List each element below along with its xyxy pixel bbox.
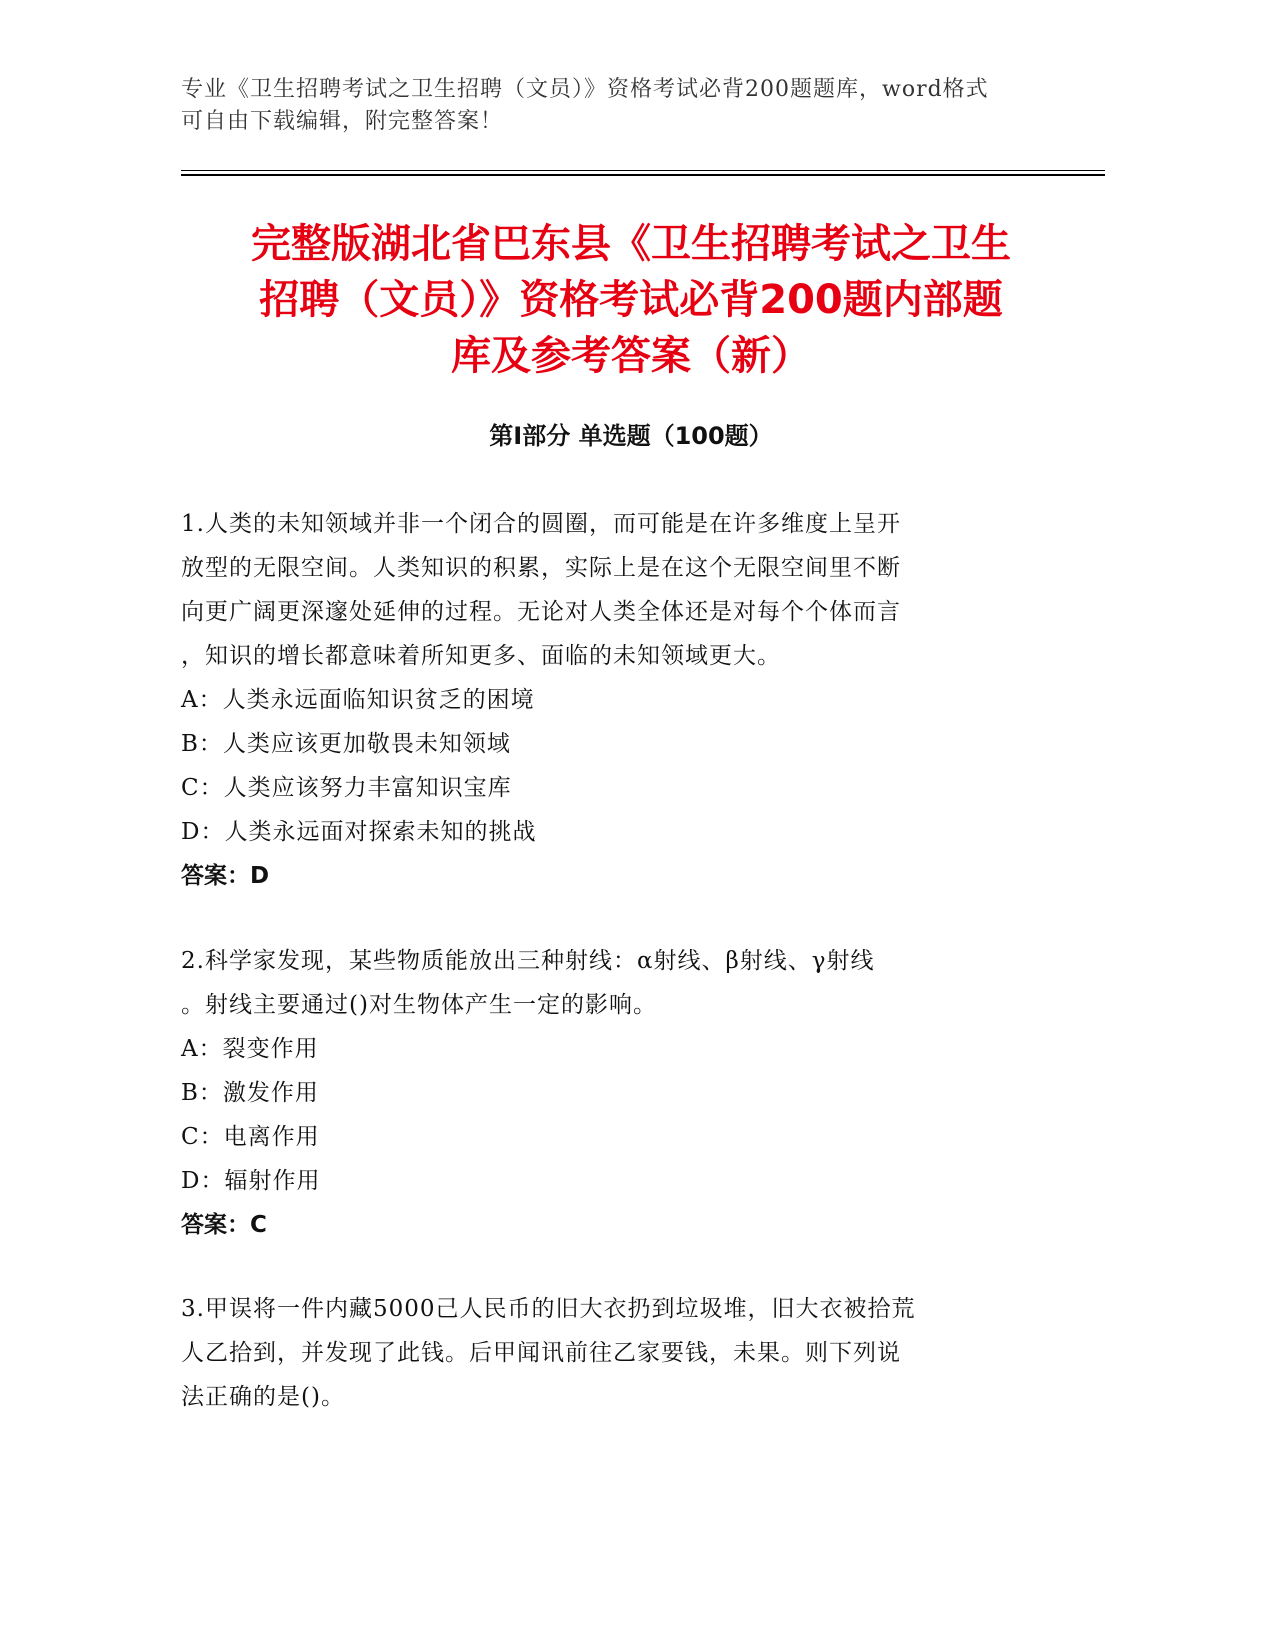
question-stem [181, 1287, 1061, 1419]
stem-line: 放型的无限空间。人类知识的积累，实际上是在这个无限空间里不断 [181, 555, 901, 581]
header-note-line: 专业《卫生招聘考试之卫生招聘（文员）》资格考试必背200题题库，word格式 [181, 77, 989, 102]
option-c: C：人类应该努力丰富知识宝库 [181, 775, 512, 801]
stem-line: 1.人类的未知领域并非一个闭合的圆圈，而可能是在许多维度上呈开 [181, 511, 901, 537]
option-b: B：激发作用 [181, 1080, 319, 1106]
answer: 答案：C [181, 1212, 267, 1238]
header-note [181, 74, 1061, 138]
question-2 [181, 939, 1061, 1247]
stem-line: 。射线主要通过()对生物体产生一定的影响。 [181, 992, 657, 1018]
stem-line: 人乙拾到，并发现了此钱。后甲闻讯前往乙家要钱，未果。则下列说 [181, 1340, 901, 1366]
stem-line: 2.科学家发现，某些物质能放出三种射线：α射线、β射线、γ射线 [181, 948, 875, 974]
question-3 [181, 1287, 1061, 1419]
header-note-line: 可自由下载编辑，附完整答案！ [181, 109, 504, 134]
section-title: 第Ⅰ部分 单选题（100题） [489, 422, 773, 450]
header-divider-thin [181, 170, 1105, 171]
option-b: B：人类应该更加敬畏未知领域 [181, 731, 511, 757]
option-c: C：电离作用 [181, 1124, 320, 1150]
option-a: A：人类永远面临知识贫乏的困境 [181, 687, 535, 713]
stem-line: ，知识的增长都意味着所知更多、面临的未知领域更大。 [181, 643, 781, 669]
stem-line: 3.甲误将一件内藏5000己人民币的旧大衣扔到垃圾堆，旧大衣被拾荒 [181, 1296, 916, 1322]
stem-line: 向更广阔更深邃处延伸的过程。无论对人类全体还是对每个个体而言 [181, 599, 901, 625]
question-stem [181, 939, 1061, 1027]
option-d: D：人类永远面对探索未知的挑战 [181, 819, 537, 845]
question-stem [181, 502, 1061, 678]
title-line: 完整版湖北省巴东县《卫生招聘考试之卫生 [251, 221, 1011, 267]
header-divider-thick [181, 174, 1105, 176]
answer: 答案：D [181, 863, 270, 889]
title-line: 招聘（文员）》资格考试必背200题内部题 [259, 277, 1003, 323]
question-1 [181, 502, 1061, 898]
option-a: A：裂变作用 [181, 1036, 319, 1062]
title-line: 库及参考答案（新） [451, 333, 811, 379]
document-title [181, 216, 1081, 384]
stem-line: 法正确的是()。 [181, 1384, 345, 1410]
option-d: D：辐射作用 [181, 1168, 321, 1194]
